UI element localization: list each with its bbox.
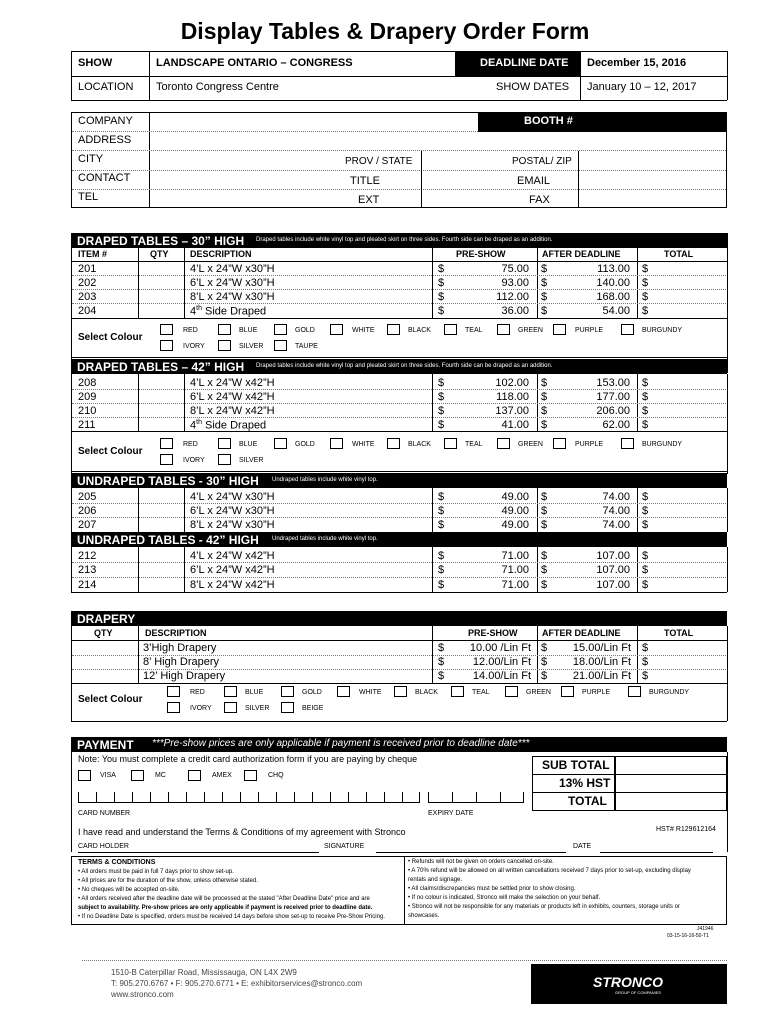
after-price: 107.00 — [596, 550, 630, 562]
item-number: 212 — [78, 550, 97, 562]
dollar-sign: $ — [642, 642, 649, 654]
colour-label: GOLD — [295, 327, 315, 334]
preshow-price: 36.00 — [501, 305, 529, 317]
colour-checkbox[interactable] — [621, 438, 634, 449]
table-row[interactable] — [71, 375, 727, 389]
form-code: 03-15-16-16-50-T1 — [667, 933, 709, 939]
dollar-sign: $ — [541, 550, 548, 562]
item-description: 6’L x 24”W x42”H — [190, 391, 275, 403]
preshow-price: 49.00 — [501, 505, 529, 517]
terms-left-line: • If no Deadline Date is specified, orders must be received 14 days before show set-up to receive Pre-Show Pricing. — [78, 914, 385, 920]
draped42-title: DRAPED TABLES – 42” HIGH — [77, 360, 245, 374]
colour-checkbox[interactable] — [160, 454, 173, 465]
colour-checkbox[interactable] — [553, 324, 566, 335]
terms-left-line: • No cheques will be accepted on-site. — [78, 887, 180, 893]
chq-checkbox[interactable] — [244, 770, 257, 781]
after-price: 15.00/Lin Ft — [572, 642, 631, 654]
footer-divider — [82, 960, 727, 961]
draped30-title: DRAPED TABLES – 30” HIGH — [77, 234, 245, 248]
dollar-sign: $ — [541, 305, 548, 317]
colour-checkbox[interactable] — [330, 324, 343, 335]
amex-label: AMEX — [212, 772, 232, 779]
footer-website[interactable]: www.stronco.com — [111, 990, 174, 999]
dollar-sign: $ — [438, 550, 445, 562]
table-row[interactable] — [71, 655, 727, 669]
colour-checkbox[interactable] — [167, 702, 180, 713]
colour-label: GOLD — [295, 441, 315, 448]
col-qty: QTY — [94, 628, 113, 638]
undraped30-note: Undraped tables include white vinyl top. — [272, 477, 378, 483]
dollar-sign: $ — [438, 579, 445, 591]
colour-label: GREEN — [518, 441, 543, 448]
payment-note: ***Pre-show prices are only applicable if payment is received prior to deadline date*** — [152, 738, 530, 749]
colour-checkbox[interactable] — [167, 686, 180, 697]
terms-right-line: rentals and signage. — [408, 877, 463, 883]
terms-right-line: • Stronco will not be responsible for any materials or products left in exhibits, counters, storage units or — [408, 904, 680, 910]
colour-checkbox[interactable] — [281, 686, 294, 697]
colour-checkbox[interactable] — [160, 324, 173, 335]
dollar-sign: $ — [642, 391, 649, 403]
dollar-sign: $ — [438, 419, 445, 431]
select-colour-label: Select Colour — [78, 446, 143, 457]
amex-checkbox[interactable] — [188, 770, 201, 781]
item-description: 4’L x 24”W x30”H — [190, 263, 275, 275]
item-number: 201 — [78, 263, 97, 275]
col-description: DESCRIPTION — [145, 628, 207, 638]
preshow-price: 102.00 — [495, 377, 529, 389]
dollar-sign: $ — [541, 277, 548, 289]
after-price: 168.00 — [596, 291, 630, 303]
dollar-sign: $ — [541, 405, 548, 417]
deadline-value: December 15, 2016 — [587, 57, 687, 69]
dollar-sign: $ — [642, 263, 649, 275]
colour-checkbox[interactable] — [497, 324, 510, 335]
item-number: 205 — [78, 491, 97, 503]
colour-checkbox[interactable] — [160, 340, 173, 351]
colour-label: WHITE — [352, 327, 375, 334]
colour-label: BLACK — [408, 327, 431, 334]
item-number: 211 — [78, 419, 96, 431]
colour-checkbox[interactable] — [505, 686, 518, 697]
dollar-sign: $ — [541, 291, 548, 303]
after-price: 206.00 — [596, 405, 630, 417]
colour-checkbox[interactable] — [218, 454, 231, 465]
title-label: TITLE — [350, 175, 380, 187]
location-value: Toronto Congress Centre — [156, 81, 279, 93]
dollar-sign: $ — [642, 277, 649, 289]
preshow-price: 71.00 — [501, 550, 529, 562]
terms-right-line: • A 70% refund will be allowed on all written cancellations received 7 days prior to set-up, excluding display — [408, 868, 691, 874]
dollar-sign: $ — [438, 263, 445, 275]
colour-checkbox[interactable] — [621, 324, 634, 335]
dollar-sign: $ — [642, 377, 649, 389]
location-label: LOCATION — [78, 81, 134, 93]
show-value: LANDSCAPE ONTARIO – CONGRESS — [156, 57, 353, 69]
draped30-header — [71, 233, 727, 248]
dollar-sign: $ — [541, 419, 548, 431]
dollar-sign: $ — [438, 505, 445, 517]
mc-checkbox[interactable] — [131, 770, 144, 781]
preshow-price: 118.00 — [496, 391, 529, 403]
colour-label: RED — [183, 327, 198, 334]
colour-checkbox[interactable] — [387, 324, 400, 335]
after-price: 74.00 — [602, 505, 630, 517]
after-price: 74.00 — [602, 519, 630, 531]
item-description: 12’ High Drapery — [143, 670, 226, 682]
dollar-sign: $ — [541, 656, 548, 668]
colour-label: PURPLE — [582, 689, 611, 696]
city-label: CITY — [78, 153, 104, 165]
undraped30-header — [71, 473, 727, 488]
item-description: 3’High Drapery — [143, 642, 217, 654]
colour-label: IVORY — [183, 457, 205, 464]
table-row[interactable] — [71, 518, 727, 532]
item-description: 6’L x 24”W x42”H — [190, 564, 275, 576]
col-item: ITEM # — [78, 249, 108, 259]
footer-address: 1510-B Caterpillar Road, Mississauga, ON L4X 2W9 — [111, 968, 297, 977]
undraped42-note: Undraped tables include white vinyl top. — [272, 536, 378, 542]
colour-checkbox[interactable] — [387, 438, 400, 449]
colour-checkbox[interactable] — [224, 686, 237, 697]
item-description: 4’L x 24”W x30”H — [190, 491, 275, 503]
item-description: 6’L x 24”W x30”H — [190, 505, 275, 517]
item-number: 202 — [78, 277, 97, 289]
dollar-sign: $ — [642, 491, 649, 503]
colour-label: IVORY — [183, 343, 205, 350]
preshow-price: 71.00 — [501, 579, 529, 591]
colour-checkbox[interactable] — [218, 438, 231, 449]
after-price: 107.00 — [596, 579, 630, 591]
item-number: 203 — [78, 291, 97, 303]
terms-left-line: • All prices are for the duration of the show, unless otherwise stated. — [78, 878, 258, 884]
colour-label: BEIGE — [302, 705, 324, 712]
dollar-sign: $ — [642, 291, 649, 303]
visa-label: VISA — [100, 772, 116, 779]
drapery-title: DRAPERY — [77, 612, 136, 626]
item-description: 8’L x 24”W x30”H — [190, 291, 275, 303]
colour-label: TEAL — [465, 441, 483, 448]
payment-header — [71, 737, 727, 752]
preshow-price: 49.00 — [501, 519, 529, 531]
table-row[interactable] — [71, 290, 727, 304]
colour-label: RED — [190, 689, 205, 696]
after-price: 140.00 — [596, 277, 630, 289]
colour-label: TAUPE — [295, 343, 318, 350]
cc-note: Note: You must complete a credit card authorization form if you are paying by cheque — [78, 754, 418, 764]
dollar-sign: $ — [438, 491, 445, 503]
item-number: 204 — [78, 305, 97, 317]
dollar-sign: $ — [541, 391, 548, 403]
terms-left-line: • All orders must be paid in full 7 days prior to show set-up. — [78, 869, 234, 875]
expiry-field[interactable] — [428, 790, 524, 803]
dollar-sign: $ — [642, 564, 649, 576]
draped42-header — [71, 359, 727, 374]
email-label: EMAIL — [517, 175, 551, 187]
dollar-sign: $ — [541, 519, 548, 531]
preshow-price: 71.00 — [501, 564, 529, 576]
colour-checkbox[interactable] — [394, 686, 407, 697]
postal-label: POSTAL/ ZIP — [512, 156, 572, 167]
form-code: J41946 — [697, 926, 714, 932]
undraped42-header — [71, 532, 727, 547]
dollar-sign: $ — [642, 656, 649, 668]
col-total: TOTAL — [664, 249, 694, 259]
item-number: 209 — [78, 391, 97, 403]
dollar-sign: $ — [642, 670, 649, 682]
colour-checkbox[interactable] — [444, 438, 457, 449]
colour-checkbox[interactable] — [497, 438, 510, 449]
col-after: AFTER DEADLINE — [542, 628, 621, 638]
dollar-sign: $ — [541, 491, 548, 503]
show-label: SHOW — [78, 57, 113, 69]
address-label: ADDRESS — [78, 134, 132, 146]
totals-value-box — [615, 756, 727, 811]
item-number: 210 — [78, 405, 97, 417]
dollar-sign: $ — [541, 377, 548, 389]
terms-right-line: • All claims/discrepancies must be settled prior to show closing. — [408, 886, 576, 892]
colour-checkbox[interactable] — [160, 438, 173, 449]
payment-title: PAYMENT — [77, 738, 134, 752]
colour-checkbox[interactable] — [553, 438, 566, 449]
colour-checkbox[interactable] — [444, 324, 457, 335]
dollar-sign: $ — [438, 564, 445, 576]
draped42-note: Draped tables include white vinyl top and pleated skirt on three sides. Fourth side can be draped as an addition. — [256, 363, 553, 369]
item-number: 208 — [78, 377, 97, 389]
show-dates-value: January 10 – 12, 2017 — [587, 81, 697, 93]
colour-label: BLUE — [239, 327, 258, 334]
dollar-sign: $ — [438, 670, 445, 682]
colour-checkbox[interactable] — [281, 702, 294, 713]
dollar-sign: $ — [642, 505, 649, 517]
prov-label: PROV / STATE — [345, 156, 413, 167]
company-label: COMPANY — [78, 115, 133, 127]
after-price: 177.00 — [596, 391, 630, 403]
chq-label: CHQ — [268, 772, 284, 779]
colour-label: SILVER — [239, 457, 264, 464]
dollar-sign: $ — [438, 642, 445, 654]
dollar-sign: $ — [541, 564, 548, 576]
hst-number: HST# R129612164 — [656, 826, 716, 833]
total-label: TOTAL — [568, 794, 607, 808]
colour-label: PURPLE — [575, 327, 604, 334]
item-number: 206 — [78, 505, 97, 517]
preshow-price: 112.00 — [496, 291, 529, 303]
dollar-sign: $ — [438, 291, 445, 303]
item-description: 8’L x 24”W x42”H — [190, 579, 275, 591]
hst-label: 13% HST — [559, 776, 611, 790]
dollar-sign: $ — [438, 377, 445, 389]
colour-checkbox[interactable] — [330, 438, 343, 449]
item-description: 8’L x 24”W x42”H — [190, 405, 275, 417]
dollar-sign: $ — [642, 519, 649, 531]
colour-label: GREEN — [518, 327, 543, 334]
preshow-price: 137.00 — [495, 405, 529, 417]
colour-checkbox[interactable] — [337, 686, 350, 697]
dollar-sign: $ — [642, 405, 649, 417]
colour-checkbox[interactable] — [451, 686, 464, 697]
mc-label: MC — [155, 772, 166, 779]
colour-checkbox[interactable] — [224, 702, 237, 713]
colour-label: TEAL — [465, 327, 483, 334]
expiry-label: EXPIRY DATE — [428, 810, 474, 817]
card-number-field[interactable] — [78, 790, 420, 803]
colour-checkbox[interactable] — [274, 438, 287, 449]
colour-label: BLUE — [239, 441, 258, 448]
contact-label: CONTACT — [78, 172, 131, 184]
dollar-sign: $ — [541, 670, 548, 682]
terms-right-line: • Refunds will not be given on orders cancelled on-site. — [408, 859, 554, 865]
dollar-sign: $ — [642, 550, 649, 562]
colour-label: BLACK — [408, 441, 431, 448]
col-preshow: PRE-SHOW — [456, 249, 506, 259]
colour-label: BURGUNDY — [649, 689, 690, 696]
colour-label: WHITE — [352, 441, 375, 448]
preshow-price: 41.00 — [501, 419, 529, 431]
dollar-sign: $ — [438, 277, 445, 289]
deadline-label: DEADLINE DATE — [480, 57, 569, 69]
table-row[interactable] — [71, 262, 727, 276]
preshow-price: 93.00 — [501, 277, 529, 289]
ext-label: EXT — [358, 194, 380, 206]
preshow-price: 10.00 /Lin Ft — [469, 642, 531, 654]
colour-label: SILVER — [239, 343, 264, 350]
card-holder-label: CARD HOLDER — [78, 843, 129, 850]
colour-checkbox[interactable] — [274, 340, 287, 351]
colour-checkbox[interactable] — [274, 324, 287, 335]
colour-checkbox[interactable] — [218, 324, 231, 335]
dollar-sign: $ — [541, 642, 548, 654]
item-description: 4th Side Draped — [190, 305, 267, 318]
item-description: 4’L x 24”W x42”H — [190, 550, 275, 562]
fax-label: FAX — [529, 194, 550, 206]
table-row[interactable] — [71, 418, 727, 432]
form-title: Display Tables & Drapery Order Form — [180, 18, 590, 44]
preshow-price: 14.00/Lin Ft — [472, 670, 531, 682]
colour-checkbox[interactable] — [628, 686, 641, 697]
colour-label: GREEN — [526, 689, 551, 696]
preshow-price: 12.00/Lin Ft — [472, 656, 531, 668]
col-preshow: PRE-SHOW — [468, 628, 518, 638]
item-description: 8’L x 24”W x30”H — [190, 519, 275, 531]
card-number-label: CARD NUMBER — [78, 810, 131, 817]
after-price: 153.00 — [596, 377, 630, 389]
item-description: 4th Side Draped — [190, 419, 267, 432]
dollar-sign: $ — [642, 419, 649, 431]
terms-left-line: • All orders received after the deadline date will be processed at the stated "After Deadline Date" price and are — [78, 896, 370, 902]
dollar-sign: $ — [642, 305, 649, 317]
dollar-sign: $ — [438, 391, 445, 403]
table-row[interactable] — [71, 489, 727, 503]
footer-contact: T: 905.270.6767 • F: 905.270.6771 • E: exhibitorservices@stronco.com — [111, 979, 363, 988]
table-row[interactable] — [71, 641, 727, 655]
dollar-sign: $ — [541, 579, 548, 591]
table-row[interactable] — [71, 276, 727, 290]
undraped30-title: UNDRAPED TABLES - 30” HIGH — [77, 474, 259, 488]
dollar-sign: $ — [438, 305, 445, 317]
table-row[interactable] — [71, 390, 727, 404]
select-colour-label: Select Colour — [78, 332, 143, 343]
undraped42-title: UNDRAPED TABLES - 42” HIGH — [77, 533, 259, 547]
col-total: TOTAL — [664, 628, 694, 638]
colour-label: TEAL — [472, 689, 490, 696]
col-qty: QTY — [150, 249, 169, 259]
after-price: 107.00 — [596, 564, 630, 576]
date-label: DATE — [573, 843, 592, 850]
colour-checkbox[interactable] — [218, 340, 231, 351]
dollar-sign: $ — [438, 656, 445, 668]
after-price: 74.00 — [602, 491, 630, 503]
colour-label: PURPLE — [575, 441, 604, 448]
show-dates-label: SHOW DATES — [496, 81, 570, 93]
agreement-text: I have read and understand the Terms & Conditions of my agreement with Stronco — [78, 827, 406, 837]
item-description: 4’L x 24”W x42”H — [190, 377, 275, 389]
dollar-sign: $ — [438, 519, 445, 531]
colour-label: IVORY — [190, 705, 212, 712]
table-row[interactable] — [71, 563, 727, 577]
item-number: 213 — [78, 564, 97, 576]
colour-label: WHITE — [359, 689, 382, 696]
tel-label: TEL — [78, 191, 99, 203]
visa-checkbox[interactable] — [78, 770, 91, 781]
dollar-sign: $ — [438, 405, 445, 417]
colour-label: BLUE — [245, 689, 264, 696]
stronco-logo: STRONCO GROUP OF COMPANIES — [531, 964, 727, 1004]
colour-checkbox[interactable] — [561, 686, 574, 697]
signature-label: SIGNATURE — [324, 843, 365, 850]
colour-label: SILVER — [245, 705, 270, 712]
col-description: DESCRIPTION — [190, 249, 252, 259]
table-row[interactable] — [71, 304, 727, 318]
preshow-price: 75.00 — [501, 263, 529, 275]
terms-right-line: showcases. — [408, 913, 440, 919]
select-colour-label: Select Colour — [78, 694, 143, 705]
draped30-note: Draped tables include white vinyl top and pleated skirt on three sides. Fourth side can be draped as an addition. — [256, 237, 553, 243]
dollar-sign: $ — [541, 263, 548, 275]
table-row[interactable] — [71, 548, 727, 562]
after-price: 62.00 — [602, 419, 630, 431]
after-price: 21.00/Lin Ft — [572, 670, 631, 682]
table-row[interactable] — [71, 404, 727, 418]
after-price: 113.00 — [597, 263, 630, 275]
terms-right-line: • If no colour is indicated, Stronco will make the selection on your behalf. — [408, 895, 601, 901]
booth-label: BOOTH # — [524, 115, 573, 127]
col-after: AFTER DEADLINE — [542, 249, 621, 259]
colour-label: RED — [183, 441, 198, 448]
after-price: 18.00/Lin Ft — [572, 656, 631, 668]
item-description: 8’ High Drapery — [143, 656, 220, 668]
drapery-header — [71, 611, 727, 626]
item-number: 214 — [78, 579, 97, 591]
colour-label: BLACK — [415, 689, 438, 696]
item-description: 6’L x 24”W x30”H — [190, 277, 275, 289]
colour-label: BURGUNDY — [642, 327, 683, 334]
after-price: 54.00 — [602, 305, 630, 317]
preshow-price: 49.00 — [501, 491, 529, 503]
colour-label: BURGUNDY — [642, 441, 683, 448]
table-row[interactable] — [71, 669, 727, 683]
subtotal-label: SUB TOTAL — [542, 758, 610, 772]
item-number: 207 — [78, 519, 97, 531]
dollar-sign: $ — [642, 579, 649, 591]
terms-left-line: subject to availability. Pre-show prices are only applicable if payment is received prior to deadline date. — [78, 905, 373, 911]
dollar-sign: $ — [541, 505, 548, 517]
table-row[interactable] — [71, 504, 727, 518]
colour-label: GOLD — [302, 689, 322, 696]
table-row[interactable] — [71, 578, 727, 592]
terms-title: TERMS & CONDITIONS — [78, 859, 156, 866]
